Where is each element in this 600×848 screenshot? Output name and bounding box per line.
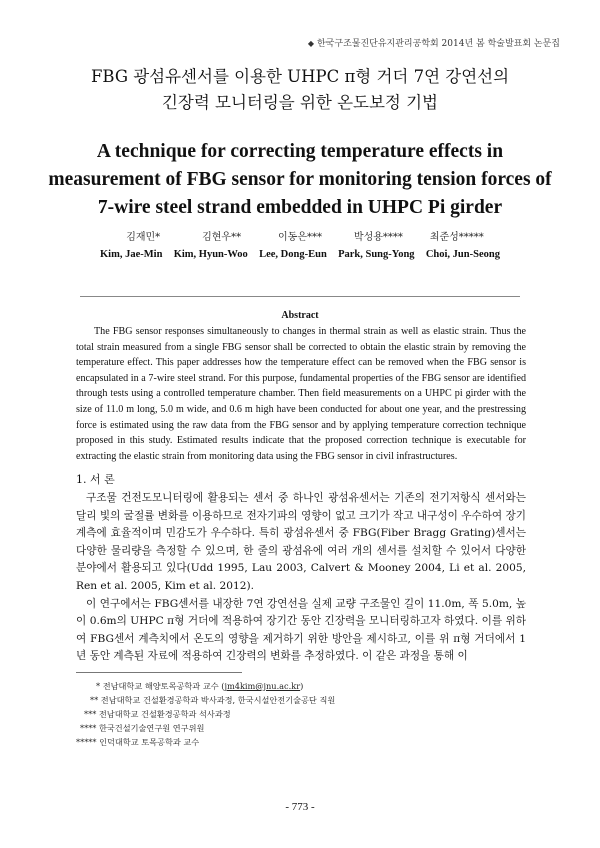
email-link[interactable]: jm4kim@jnu.ac.kr [224, 681, 301, 691]
footnote-2: ** 전남대학교 건설환경공학과 박사과정, 한국시설안전기술공단 직원 [90, 695, 336, 705]
introduction-paragraph-1: 구조물 건전도모니터링에 활용되는 센서 중 하나인 광섬유센서는 기존의 전기저항식 센서와는 달리 빛의 굴절률 변화를 이용하므로 전자기파의 영향이 없고 크기가 작고 내구성이 우수하여 장기계측에 효율적이며 민감도가 우수하다. 특히 광섬유센서 중 FBG(Fiber Bragg Grating)센서는 다양한 물리량을 측정할 수 있으며, 한 줄의 광섬유에 여러 개의 센서를 설치할 수 있어서 다양한 분야에서 활용되고 있다(Udd 1995, Lau 2003, Calvert & Mooney 2004, Li et al. 2005, Ren et al. 2005, Kim et al. 2012). [76, 492, 526, 592]
author-en-5: Choi, Jun-Seong [425, 249, 500, 260]
author-en-2: Kim, Hyun-Woo [173, 249, 248, 260]
author-names-english [100, 249, 500, 260]
author-en-3: Lee, Dong-Eun [259, 249, 327, 260]
footnote-divider [76, 672, 242, 673]
footnote-1: * 전남대학교 해양토목공학과 교수 (jm4kim@jnu.ac.kr) [96, 681, 304, 691]
page-number: - 773 - [285, 801, 315, 813]
introduction-body [76, 490, 526, 666]
english-title-line-2: measurement of FBG sensor for monitoring tension forces of [48, 169, 552, 190]
diamond-mark-icon: ◆ [307, 39, 314, 48]
section-heading-introduction: 1. 서 론 [76, 473, 115, 486]
korean-title-line-2: 긴장력 모니터링을 위한 온도보정 기법 [161, 93, 438, 112]
footnote-5: ***** 인덕대학교 토목공학과 교수 [76, 737, 200, 747]
introduction-paragraph-2: 이 연구에서는 FBG센서를 내장한 7연 강연선을 실제 교량 구조물인 길이 11.0m, 폭 5.0m, 높이 0.6m의 UHPC π형 거더에 적용하여 장기간 동안 긴장력을 모니터링하고자 하였다. 이를 위하여 FBG센서 계측치에서 온도의 영향을 제거하기 위한 방안을 제시하고, 이를 위 π형 거더에서 1년 동안 계측된 자료에 적용하여 긴장력의 변화를 추정하였다. 이 같은 과정을 통해 이 [76, 597, 526, 663]
korean-title-line-1: FBG 광섬유센서를 이용한 UHPC π형 거더 7연 강연선의 [90, 67, 510, 86]
english-title [40, 138, 560, 222]
abstract-body [76, 324, 526, 464]
english-title-line-1: A technique for correcting temperature effects in [96, 141, 504, 162]
author-kr-2: 김현우** [202, 232, 242, 243]
author-kr-5: 최준성***** [429, 232, 484, 243]
author-kr-4: 박성용**** [353, 232, 403, 243]
footnote-4: **** 한국건설기술연구원 연구위원 [80, 723, 205, 733]
author-kr-1: 김재민* [126, 232, 161, 243]
footnote-3: *** 전남대학교 건설환경공학과 석사과정 [84, 709, 231, 719]
footnotes [76, 679, 335, 749]
korean-title [60, 64, 540, 116]
conference-header-text: 한국구조물진단유지관리공학회 2014년 봄 학술발표회 논문집 [316, 39, 560, 49]
author-kr-3: 이동은*** [278, 232, 322, 243]
conference-header [308, 36, 560, 49]
abstract-heading: Abstract [281, 310, 319, 321]
english-title-line-3: 7-wire steel strand embedded in UHPC Pi girder [97, 197, 503, 218]
author-en-4: Park, Sung-Yong [338, 249, 415, 260]
author-en-1: Kim, Jae-Min [100, 249, 163, 260]
divider-line [80, 296, 520, 297]
abstract-text: The FBG sensor responses simultaneously to changes in thermal strain as well as elastic strain. Thus the total strain measured from a single FBG sensor shall be corrected to obtain the elastic strain by removing the temperature effect. This paper addresses how the temperature effect can be removed when the FBG sensor is encapsulated in a 7-wire steel strand. For this purpose, fundamental properties of the FBG sensor are identified through tests using a controlled temperature chamber. Then field measurements on a UHPC pi girder with the size of 11.0 m long, 5.0 m wide, and 0.6 m high have been conducted for about one year, and the prestressing force is estimated using the raw data from the FBG sensor and by applying temperature correction technique proposed in this study. Estimated results indicate that the proposed correction technique is executable for extracting the elastic strain from monitoring data using the FBG sensor in civil infrastructures. [76, 326, 526, 462]
author-block [100, 228, 500, 260]
author-names-korean [100, 228, 500, 243]
